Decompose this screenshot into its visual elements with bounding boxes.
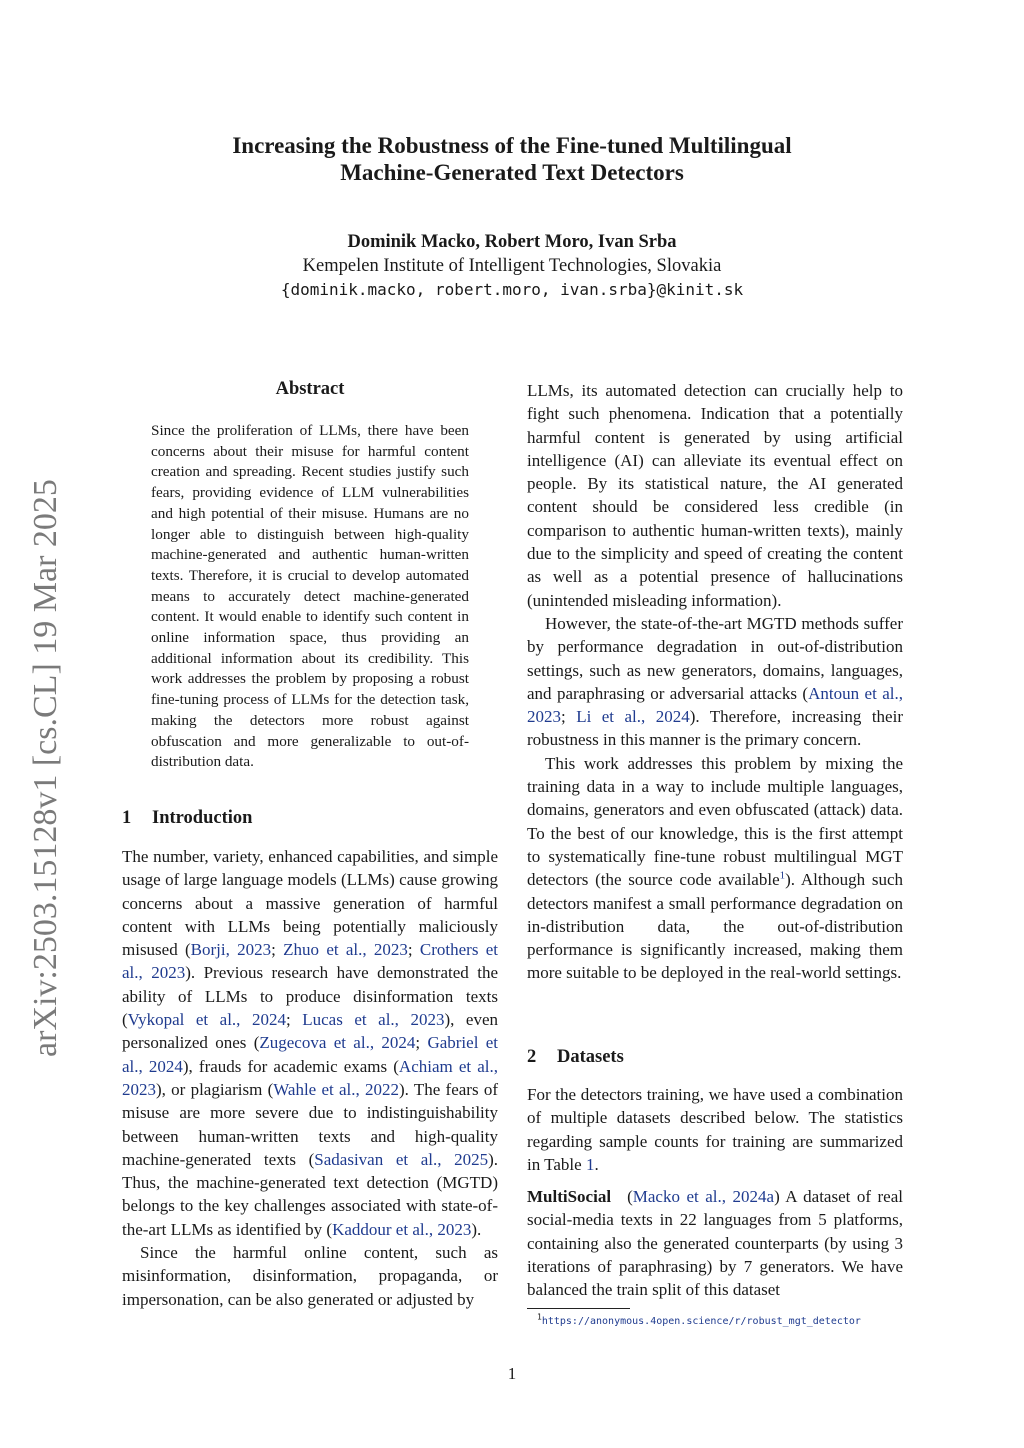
paper-title	[150, 132, 874, 186]
abstract-heading: Abstract	[275, 379, 345, 399]
datasets-column	[527, 1083, 903, 1302]
footnote-url-link[interactable]: https://anonymous.4open.science/r/robust_mgt_detector	[541, 1316, 861, 1327]
right-column	[527, 379, 903, 985]
citation-link[interactable]: Antoun et al., 2023	[527, 683, 903, 727]
intro-paragraph-1: The number, variety, enhanced capabilities, and simple usage of large language models (LLMs) cause growing concerns about a massive generation of harmful content with LLMs being potentially maliciously misused (Borji, 2023; Zhuo et al., 2023; Crothers et al., 2023). Previous research have demonstrated the ability of LLMs to produce disinformation texts (Vykopal et al., 2024; Lucas et al., 2023), even personalized ones (Zugecova et al., 2024; Gabriel et al., 2024), frauds for academic exams (Achiam et al., 2023), or plagiarism (Wahle et al., 2022). The fears of misuse are more severe due to indistinguishability between human-written texts and high-quality machine-generated texts (Sadasivan et al., 2025). Thus, the machine-generated text detection (MGTD) belongs to the key challenges associated with state-of-the-art LLMs as identified by (Kaddour et al., 2023).	[122, 847, 499, 1239]
author-block	[150, 230, 874, 302]
citation-link[interactable]: Li et al., 2024	[576, 707, 690, 727]
right-paragraph-3: This work addresses this problem by mixing the training data in a way to include multiple languages, domains, generators and even obfuscated (attack) data. To the best of our knowledge, this is the first attempt to systematically fine-tune robust multilingual MGT detectors (the source code available$^1$). Although such detectors manifest a small performance degradation on in-distribution data, the out-of-distribution performance is significantly increased, making them more suitable to be deployed in the real-world settings.	[527, 753, 903, 983]
citation-link[interactable]: Lucas et al., 2023	[302, 1010, 445, 1030]
arxiv-identifier: arXiv:2503.15128v1 [cs.CL] 19 Mar 2025	[27, 479, 64, 1057]
citation-link[interactable]: Borji, 2023	[190, 940, 272, 960]
run-in-heading: MultiSocial	[527, 1187, 612, 1207]
section-heading-datasets	[527, 1047, 624, 1068]
footnote-marker[interactable]: 1	[779, 869, 786, 882]
section-number: 1	[122, 808, 132, 828]
title-line-2: Machine-Generated Text Detectors	[340, 160, 684, 185]
affiliation: Kempelen Institute of Intelligent Technologies, Slovakia	[302, 256, 722, 276]
author-email: {dominik.macko, robert.moro, ivan.srba}@kinit.sk	[280, 280, 744, 299]
citation-link[interactable]: Wahle et al., 2022	[273, 1079, 400, 1099]
title-line-1: Increasing the Robustness of the Fine-tuned Multilingual	[232, 133, 792, 158]
footnote	[537, 1312, 861, 1327]
citation-link[interactable]: Gabriel et al., 2024	[122, 1033, 498, 1076]
section-title: Introduction	[152, 808, 253, 828]
citation-link[interactable]: Vykopal et al., 2024	[127, 1010, 286, 1030]
citation-link[interactable]: Macko et al., 2024a	[632, 1187, 775, 1207]
table-reference-link[interactable]: 1	[585, 1154, 595, 1174]
datasets-paragraph-1: For the detectors training, we have used a combination of multiple datasets described below. The statistics regarding sample counts for training are summarized in Table 1.	[527, 1085, 903, 1174]
section-number: 2	[527, 1047, 537, 1067]
right-paragraph-1: LLMs, its automated detection can crucially help to fight such phenomena. Indication that a potentially harmful content is generated by using artificial intelligence (AI) can alleviate its eventual effect on people. By its statistical nature, the AI generated content should be considered less credible (in comparison to authentic human-written texts), mainly due to the simplicity and speed of creating the content as well as a potential presence of hallucinations (unintended misleading information).	[527, 381, 903, 610]
page-number: 1	[507, 1364, 517, 1383]
intro-paragraph-2: Since the harmful online content, such as misinformation, disinformation, propaganda, or impersonation, can be also generated or adjusted by	[122, 1243, 498, 1309]
section-heading-introduction	[122, 808, 252, 829]
right-paragraph-2: However, the state-of-the-art MGTD methods suffer by performance degradation in out-of-distribution settings, such as new generators, domains, languages, and paraphrasing or adversarial attacks (Antoun et al., 2023; Li et al., 2024). Therefore, increasing their robustness in this manner is the primary concern.	[527, 613, 903, 750]
citation-link[interactable]: Zhuo et al., 2023	[283, 940, 408, 960]
intro-column	[122, 845, 498, 1311]
citation-link[interactable]: Crothers et al., 2023	[122, 940, 498, 983]
citation-link[interactable]: Sadasivan et al., 2025	[314, 1149, 489, 1169]
citation-link[interactable]: Kaddour et al., 2023	[332, 1219, 472, 1239]
citation-link[interactable]: Zugecova et al., 2024	[259, 1033, 416, 1053]
section-title: Datasets	[557, 1047, 624, 1067]
footnote-number: 1	[537, 1312, 542, 1322]
author-names: Dominik Macko, Robert Moro, Ivan Srba	[347, 232, 677, 252]
footnote-divider	[527, 1308, 630, 1309]
citation-link[interactable]: Achiam et al., 2023	[122, 1056, 498, 1099]
datasets-paragraph-2: MultiSocial (Macko et al., 2024a) A dataset of real social-media texts in 22 languages from 5 platforms, containing also the generated counterparts (by using 3 iterations of paraphrasing) by 7 generators. We have balanced the train split of this dataset	[527, 1187, 903, 1300]
abstract-text: Since the proliferation of LLMs, there have been concerns about their misuse for harmful content creation and spreading. Recent studies justify such fears, providing evidence of LLM vulnerabilities and high potential of their misuse. Humans are no longer able to distinguish between high-quality machine-generated and authentic human-written texts. Therefore, it is crucial to develop automated means to accurately detect machine-generated content. It would enable to identify such content in online information space, thus providing an additional information about its credibility. This work addresses the problem by proposing a robust fine-tuning process of LLMs for the detection task, making the detectors more robust against obfuscation and more generalizable to out-of-distribution data.	[151, 422, 469, 771]
